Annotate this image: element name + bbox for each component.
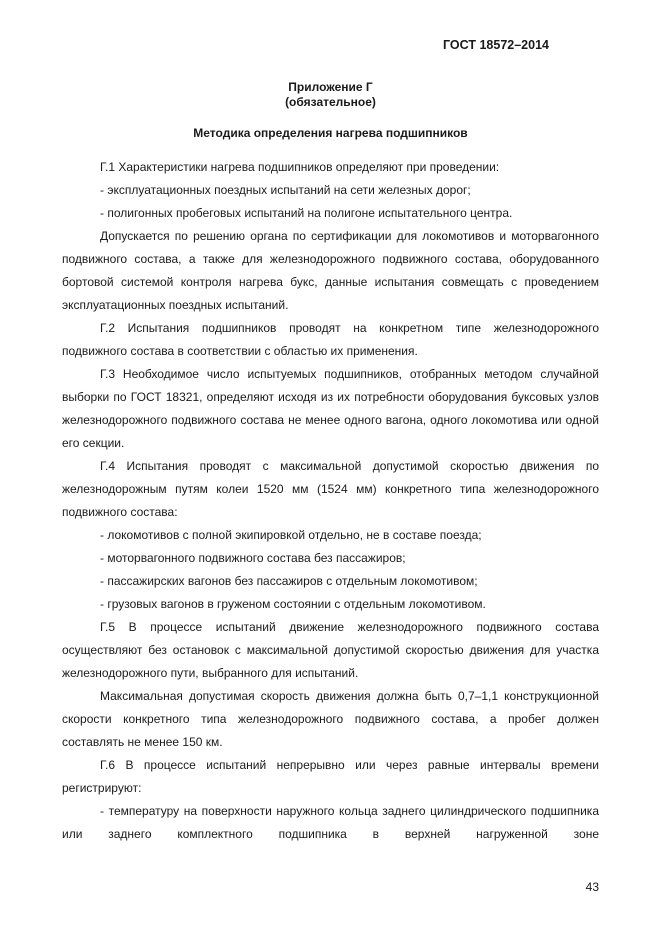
paragraph: Г.4 Испытания проводят с максимальной допустимой скоростью движения по железнодорожным путям колеи 1520 мм (1524 мм) конкретного типа железнодорожного подвижного состава: [62,459,599,519]
paragraph: - моторвагонного подвижного состава без пассажиров; [100,551,406,565]
paragraph: Г.1 Характеристики нагрева подшипников определяют при проведении: [100,160,500,174]
paragraph: - полигонных пробеговых испытаний на полигоне испытательного центра. [100,206,513,220]
appendix-title: Приложение Г [288,80,373,94]
paragraph: Г.3 Необходимое число испытуемых подшипников, отобранных методом случайной выборки по ГОСТ 18321, определяют исходя из их потребности оборудования буксовых узлов железнодорожного подвижного состава не менее одного вагона, одного локомотива или одной его секции. [62,367,599,450]
paragraph: Допускается по решению органа по сертификации для локомотивов и моторвагонного подвижного состава, а также для железнодорожного подвижного состава, оборудованного бортовой системой контроля нагрева букс, данные испытания совмещать с проведением эксплуатационных поездных испытаний. [62,229,599,312]
appendix-heading [0,80,661,110]
paragraph: Г.2 Испытания подшипников проводят на конкретном типе железнодорожного подвижного состава в соответствии с областью их применения. [62,321,599,358]
paragraph: - эксплуатационных поездных испытаний на сети железных дорог; [100,183,471,197]
document-code: ГОСТ 18572–2014 [443,38,549,52]
paragraph: - локомотивов с полной экипировкой отдельно, не в составе поезда; [100,528,482,542]
paragraph: - грузовых вагонов в груженом состоянии с отдельным локомотивом. [100,597,486,611]
method-title: Методика определения нагрева подшипников [193,126,468,140]
body-text [62,156,599,846]
page-number: 43 [585,880,599,894]
paragraph: - пассажирских вагонов без пассажиров с отдельным локомотивом; [100,574,478,588]
paragraph: Г.6 В процессе испытаний непрерывно или через равные интервалы времени регистрируют: [62,758,599,795]
paragraph: - температуру на поверхности наружного кольца заднего цилиндрического подшипника или заднего комплектного подшипника в верхней нагруженной зоне [62,804,599,841]
paragraph: Максимальная допустимая скорость движения должна быть 0,7–1,1 конструкционной скорости конкретного типа железнодорожного подвижного состава, а пробег должен составлять не менее 150 км. [62,689,599,749]
paragraph: Г.5 В процессе испытаний движение железнодорожного подвижного состава осуществляют без остановок с максимальной допустимой скоростью движения для участка железнодорожного пути, выбранного для испытаний. [62,620,599,680]
appendix-status: (обязательное) [285,95,376,109]
